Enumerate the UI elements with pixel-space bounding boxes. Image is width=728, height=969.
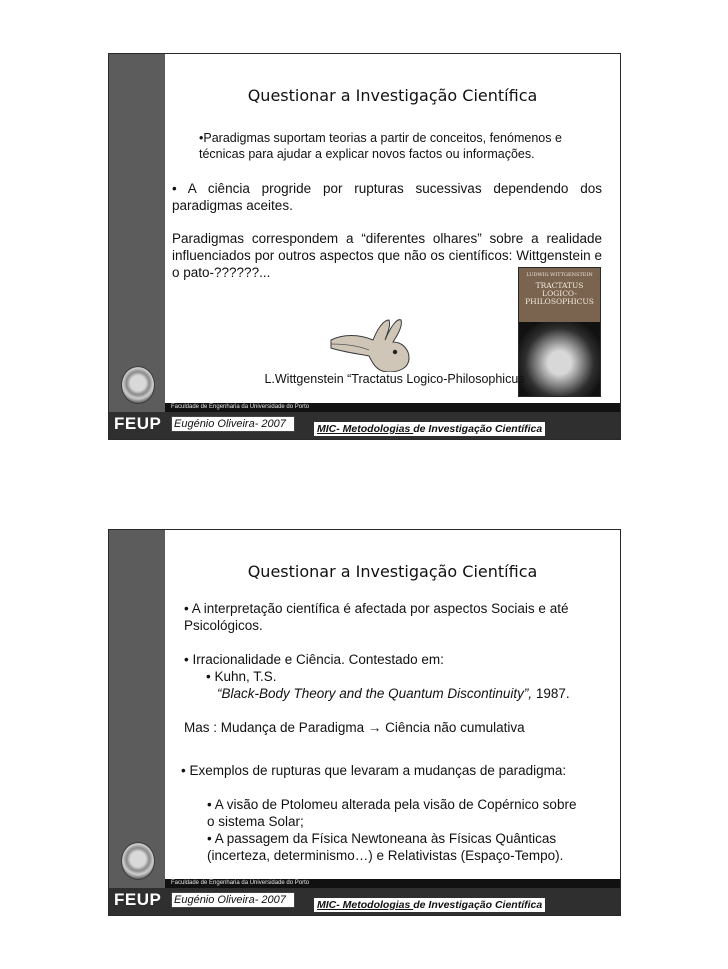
book-title <box>519 282 600 306</box>
figure-caption: L.Wittgenstein “Tractatus Logico-Philosophicus <box>264 372 525 386</box>
paragraph-mudanca <box>184 719 594 736</box>
footer-course-part-1: MIC- Metodologias <box>317 899 414 911</box>
footer-course <box>314 422 545 436</box>
duck-rabbit-illusion <box>329 316 439 372</box>
arrow-right-icon: → <box>367 720 382 735</box>
slide-title: Questionar a Investigação Científica <box>247 562 538 581</box>
footer-course-part-1: MIC- Metodologias <box>317 423 414 435</box>
feup-logo: FEUP <box>114 414 162 433</box>
book-title-line-2: LOGICO- <box>542 289 577 298</box>
book-title-line-3: PHILOSOPHICUS <box>525 297 594 306</box>
paragraph-ciencia: • A ciência progride por rupturas sucessivas dependendo dos paradigmas aceites. <box>172 181 602 213</box>
faculty-strip: Faculdade de Engenharia da Universidade do Porto <box>165 879 620 888</box>
footer-course <box>314 898 545 912</box>
bullet-paradigmas: •Paradigmas suportam teorias a partir de conceitos, fenómenos e técnicas para ajudar a explicar novos factos ou informações. <box>199 131 562 161</box>
slide-title: Questionar a Investigação Científica <box>247 86 538 105</box>
slide-2 <box>108 529 621 916</box>
paragraph-irracionalidade: • Irracionalidade e Ciência. Contestado em: <box>184 652 444 667</box>
mudanca-text-2: Ciência não cumulativa <box>381 720 525 735</box>
paragraph-olhares: Paradigmas correspondem a “diferentes olhares” sobre a realidade influenciados por outros aspectos que não os científicos: Wittgenstein e o pato-??????... <box>172 231 602 280</box>
book-author: LUDWIG WITTGENSTEIN <box>526 272 593 278</box>
feup-logo: FEUP <box>114 890 162 909</box>
footer-author: Eugénio Oliveira- 2007 <box>171 416 295 432</box>
book-title-line-1: TRACTATUS <box>535 281 584 290</box>
footer-course-part-2: de Investigação Científica <box>413 899 543 911</box>
footer-author: Eugénio Oliveira- 2007 <box>171 892 295 908</box>
example-fisica: • A passagem da Física Newtoneana às Físicas Quânticas (incerteza, determinismo…) e Relativistas (Espaço-Tempo). <box>207 831 564 863</box>
slide-1 <box>108 53 621 440</box>
sidebar <box>109 530 165 915</box>
reference-kuhn: • Kuhn, T.S. <box>206 669 277 684</box>
university-seal-icon <box>121 842 155 880</box>
paragraph-interpretacao: • A interpretação científica é afectada por aspectos Sociais e até Psicológicos. <box>184 601 569 633</box>
mudanca-text-1: Mas : Mudança de Paradigma <box>184 720 368 735</box>
example-ptolomeu: • A visão de Ptolomeu alterada pela visão de Copérnico sobre o sistema Solar; <box>207 797 577 829</box>
reference-title-italic: “Black-Body Theory and the Quantum Discontinuity”, <box>217 686 533 701</box>
reference-title <box>217 685 607 702</box>
footer-course-part-2: de Investigação Científica <box>413 423 543 435</box>
paragraph-exemplos: • Exemplos de rupturas que levaram a mudanças de paradigma: <box>181 763 567 778</box>
faculty-strip: Faculdade de Engenharia da Universidade do Porto <box>165 403 620 412</box>
reference-year: 1987. <box>532 686 570 701</box>
